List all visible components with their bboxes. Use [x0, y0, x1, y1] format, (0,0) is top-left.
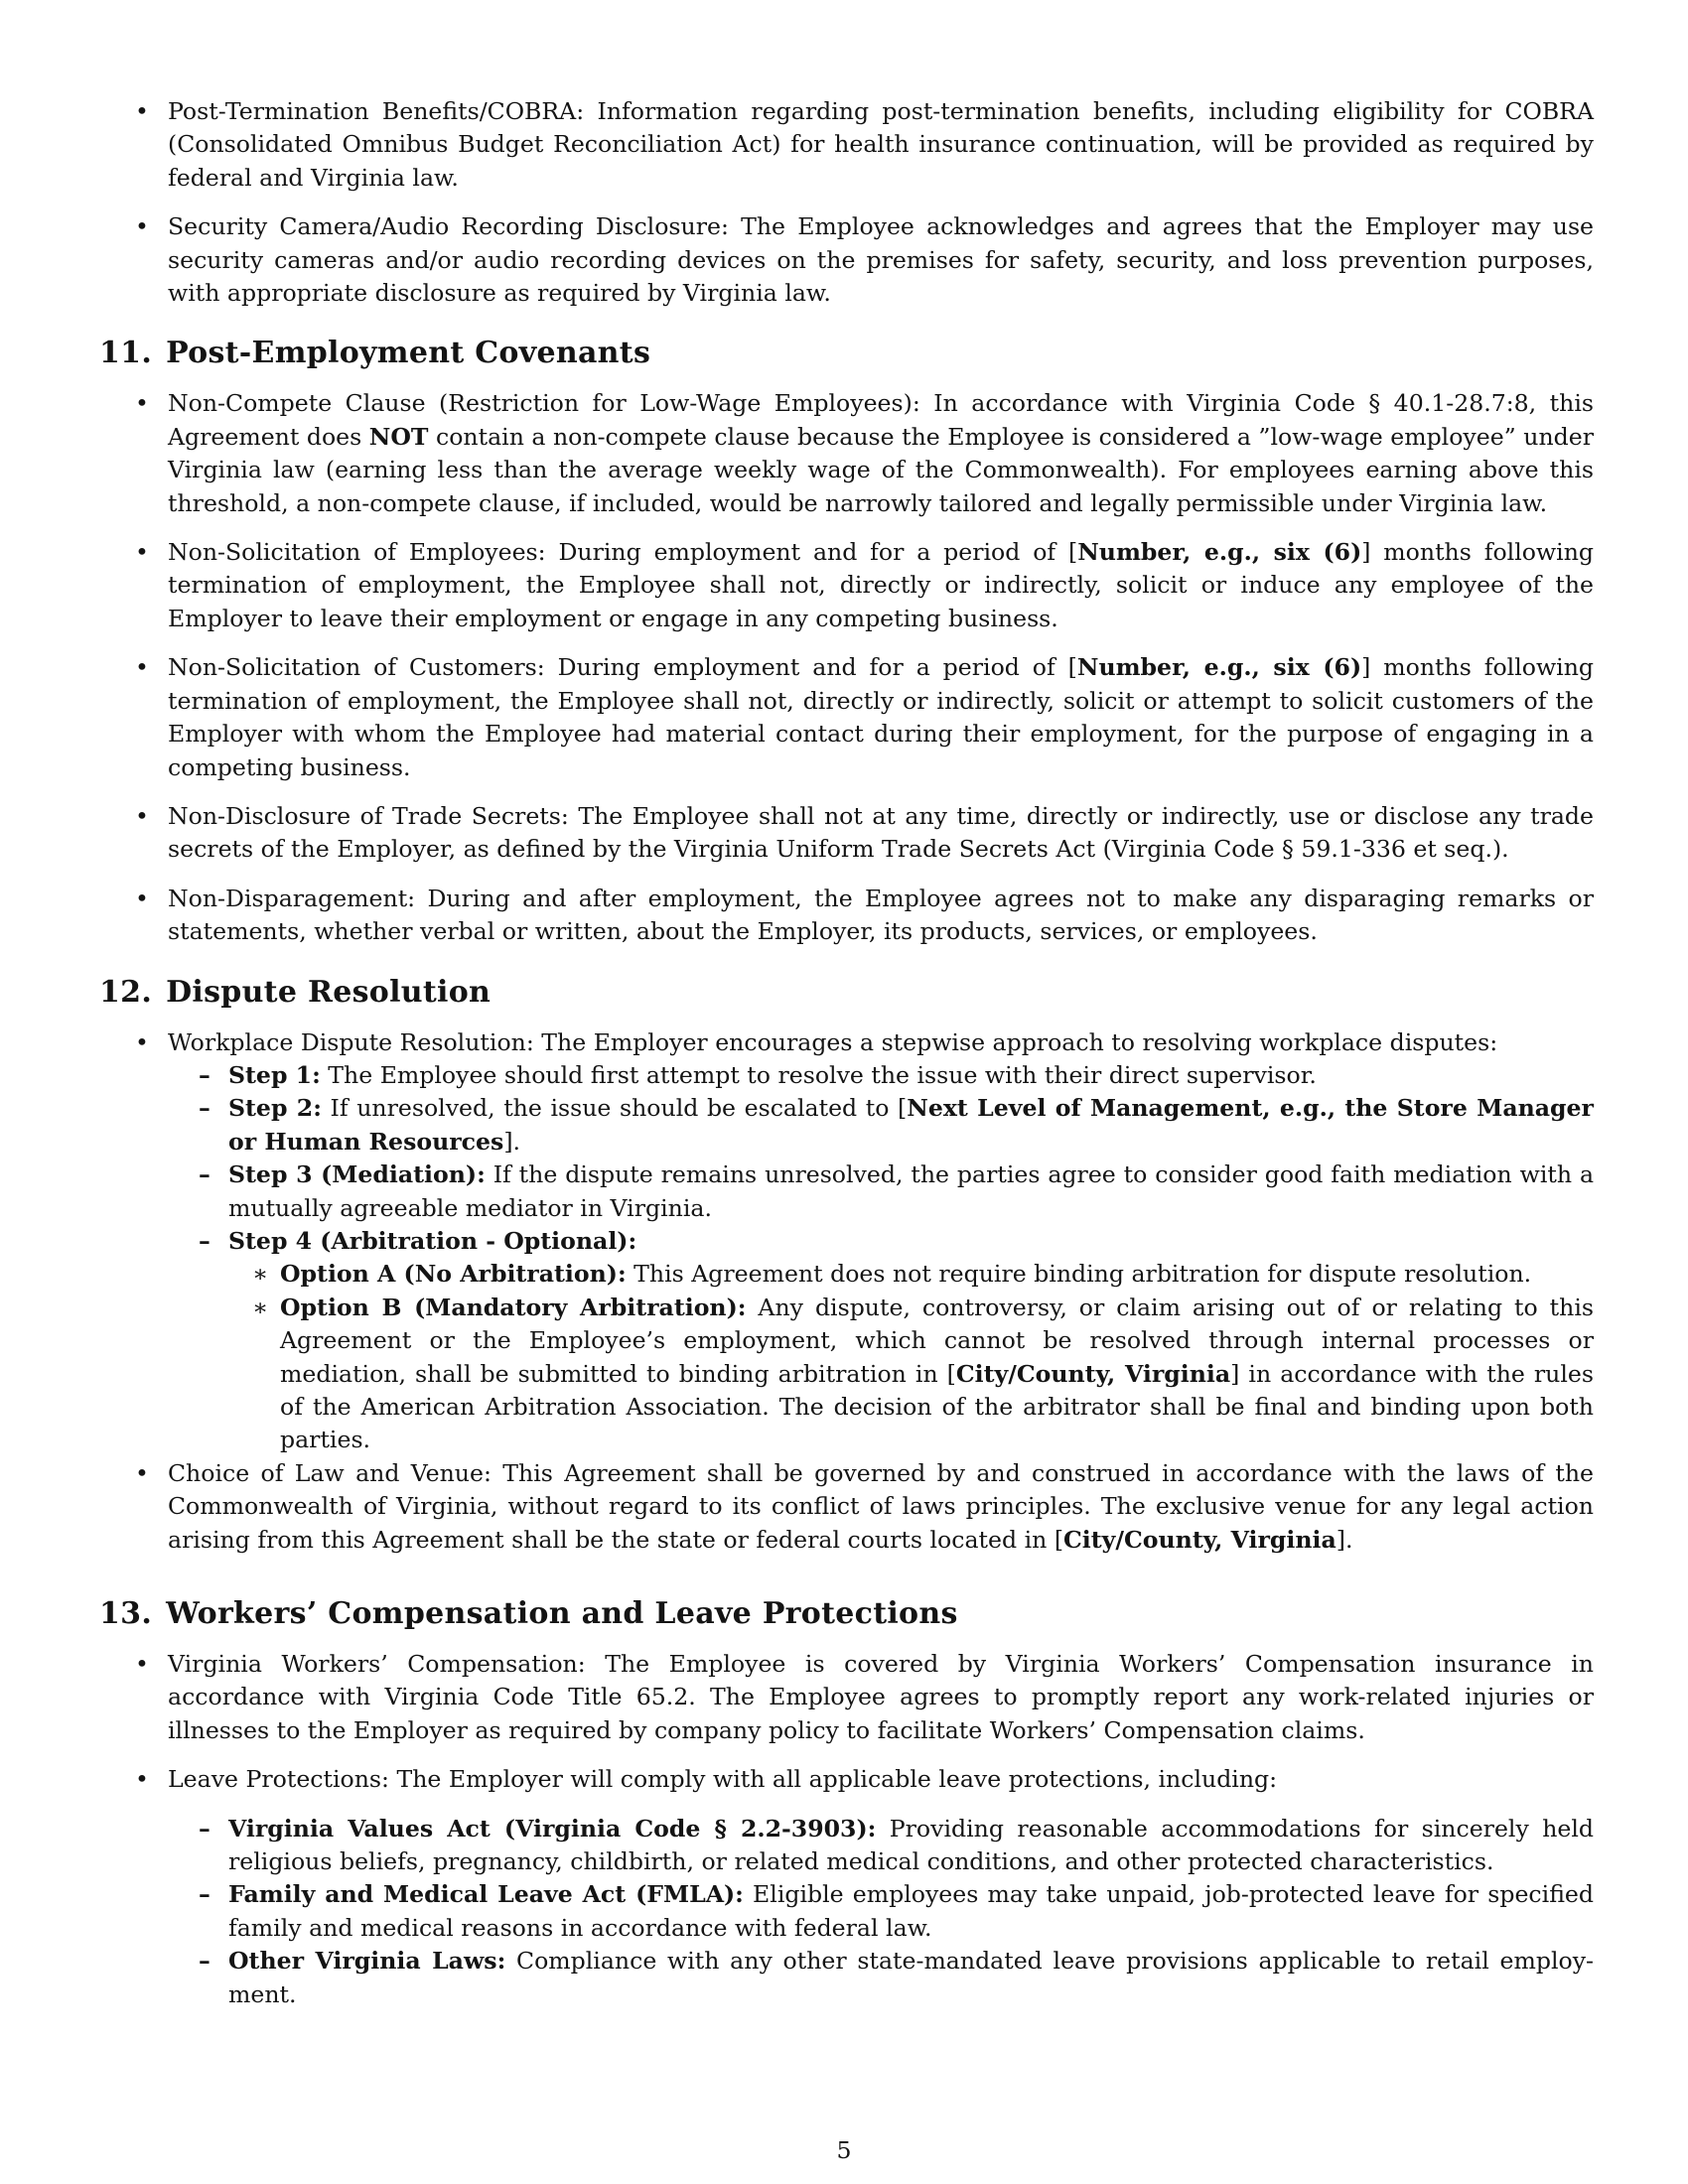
list-item-nondisclosure: • Non-Disclosure of Trade Secrets: The Employee shall not at any time, directly or indirectly, use or disclose any trade secrets of the Employer, as defined by the Virginia Uniform Trade Secrets Act (Virginia Code § 59.1-336 et seq.). — [99, 800, 1594, 867]
values-act-item: – Virginia Values Act (Virginia Code § 2.2-3903): Providing reasonable accommodations for sincerely held religious beliefs, pregnancy, childbirth, or related medical conditions, and other protected characteristics. — [168, 1813, 1594, 1879]
step-1-item: – Step 1: The Employee should first attempt to resolve the issue with their direct supervisor. — [168, 1059, 1594, 1092]
list-item-workplace-dispute: • Workplace Dispute Resolution: The Employer encourages a stepwise approach to resolving workplace disputes: – Step 1: The Employee should first attempt to resolve the issue with their direct supervisor. – Step 2: If unresolved, the issue should be escalated to [Next Level of Management, e.g., the Store Manager or Human Resources]. – Step 3 (Mediation): If the dispute remains unresolved, the parties agree to consider good faith mediation with a mutually agreeable mediator in Virginia. – Step 4 (Arbitration - Optional): ∗ Option A (No Arbitration): This Agreement does not require binding arbitration for dispute resolution. ∗ Option B (Mandatory Arbitration): Any dispute, controversy, or claim arising out of or relating to this Agreement or the Employee’s employment, which cannot be resolved through internal processes or mediation, shall be submitted to binding arbitration in [City/County, Virginia] in accordance with the rules of the American Arbitration Association. The decision of the arbitrator shall be final and binding upon both parties. — [99, 1026, 1594, 1457]
fmla-item: – Family and Medical Leave Act (FMLA): Eligible employees may take unpaid, job-protected leave for specified family and medical reasons in accordance with federal law. — [168, 1878, 1594, 1945]
list-item-choice-of-law: • Choice of Law and Venue: This Agreement shall be governed by and construed in accordance with the laws of the Commonwealth of Virginia, without regard to its conflict of laws principles. The exclusive venue for any legal action arising from this Agreement shall be the state or federal courts located in [City/County, Virginia]. — [99, 1457, 1594, 1557]
list-item-noncompete: • Non-Compete Clause (Restriction for Low-Wage Employees): In accordance with Virginia Code § 40.1-28.7:8, this Agreement does NOT contain a non-compete clause because the Employee is considered a ”low-wage employee” under Virginia law (earning less than the average weekly wage of the Commonwealth). For employees earning above this threshold, a non-compete clause, if included, would be narrowly tailored and legally permissible under Virginia law. — [99, 387, 1594, 520]
list-item-nonsolicit-customers: • Non-Solicitation of Customers: During employment and for a period of [Number, e.g., six (6)] months following termination of employment, the Employee shall not, directly or indirectly, solicit or attempt to solicit customers of the Employer with whom the Employee had material contact during their employment, for the purpose of engaging in a competing business. — [99, 651, 1594, 784]
step-4-item: – Step 4 (Arbitration - Optional): ∗ Option A (No Arbitration): This Agreement does not require binding arbitration for dispute resolution. ∗ Option B (Mandatory Arbitration): Any dispute, controversy, or claim arising out of or relating to this Agreement or the Employee’s employment, which cannot be resolved through internal processes or mediation, shall be submitted to binding arbitration in [City/County, Virginia] in accordance with the rules of the American Arbitration Association. The decision of the arbitrator shall be final and binding upon both parties. — [168, 1225, 1594, 1457]
section-11-list — [99, 387, 1594, 948]
list-item-workers-comp: • Virginia Workers’ Compensation: The Employee is covered by Virginia Workers’ Compensation insurance in accordance with Virginia Code Title 65.2. The Employee agrees to promptly report any work-related injuries or illnesses to the Employer as required by company policy to facilitate Workers’ Compensation claims. — [99, 1648, 1594, 1747]
option-a-item: ∗ Option A (No Arbitration): This Agreement does not require binding arbitration for dispute resolution. — [228, 1258, 1594, 1291]
step-2-item: – Step 2: If unresolved, the issue should be escalated to [Next Level of Management, e.g., the Store Manager or Human Resources]. — [168, 1092, 1594, 1159]
section-12-heading: 12. Dispute Resolution — [99, 974, 492, 1010]
list-item-nondisparagement: • Non-Disparagement: During and after employment, the Employee agrees not to make any disparaging remarks or statements, whether verbal or written, about the Employer, its products, services, or employees. — [99, 883, 1594, 949]
step-3-item: – Step 3 (Mediation): If the dispute remains unresolved, the parties agree to consider good faith mediation with a mutually agreeable mediator in Virginia. — [168, 1159, 1594, 1225]
document-page — [99, 95, 1594, 2027]
other-laws-item: – Other Virginia Laws: Compliance with any other state-mandated leave provisions applicable to retail employ-ment. — [168, 1945, 1594, 2011]
leave-laws-list — [168, 1813, 1594, 2011]
list-item-leave-protections: • Leave Protections: The Employer will comply with all applicable leave protections, including: – Virginia Values Act (Virginia Code § 2.2-3903): Providing reasonable accommodations for sincerely held religious beliefs, pregnancy, childbirth, or related medical conditions, and other protected characteristics. – Family and Medical Leave Act (FMLA): Eligible employees may take unpaid, job-protected leave for specified family and medical reasons in accordance with federal law. – Other Virginia Laws: Compliance with any other state-mandated leave provisions applicable to retail employ-ment. — [99, 1763, 1594, 2011]
intro-list — [99, 95, 1594, 310]
section-13-list — [99, 1648, 1594, 2011]
section-12-list — [99, 1026, 1594, 1558]
list-item-security-camera: • Security Camera/Audio Recording Disclosure: The Employee acknowledges and agrees that the Employer may use security cameras and/or audio recording devices on the premises for safety, security, and loss prevention purposes, with appropriate disclosure as required by Virginia law. — [99, 210, 1594, 310]
arbitration-options-list — [228, 1258, 1594, 1456]
page-number: 5 — [836, 2136, 852, 2164]
section-11-heading: 11. Post-Employment Covenants — [99, 336, 651, 371]
list-item-nonsolicit-employees: • Non-Solicitation of Employees: During employment and for a period of [Number, e.g., six (6)] months following termination of employment, the Employee shall not, directly or indirectly, solicit or induce any employee of the Employer to leave their employment or engage in any competing business. — [99, 536, 1594, 635]
dispute-steps-list — [168, 1059, 1594, 1457]
option-b-item: ∗ Option B (Mandatory Arbitration): Any dispute, controversy, or claim arising out of or relating to this Agreement or the Employee’s employment, which cannot be resolved through internal processes or mediation, shall be submitted to binding arbitration in [City/County, Virginia] in accordance with the rules of the American Arbitration Association. The decision of the arbitrator shall be final and binding upon both parties. — [228, 1292, 1594, 1457]
list-item-cobra: • Post-Termination Benefits/COBRA: Information regarding post-termination benefits, including eligibility for COBRA (Consolidated Omnibus Budget Reconciliation Act) for health insurance continuation, will be provided as required by federal and Virginia law. — [99, 95, 1594, 195]
section-13-heading: 13. Workers’ Compensation and Leave Protections — [99, 1596, 958, 1632]
